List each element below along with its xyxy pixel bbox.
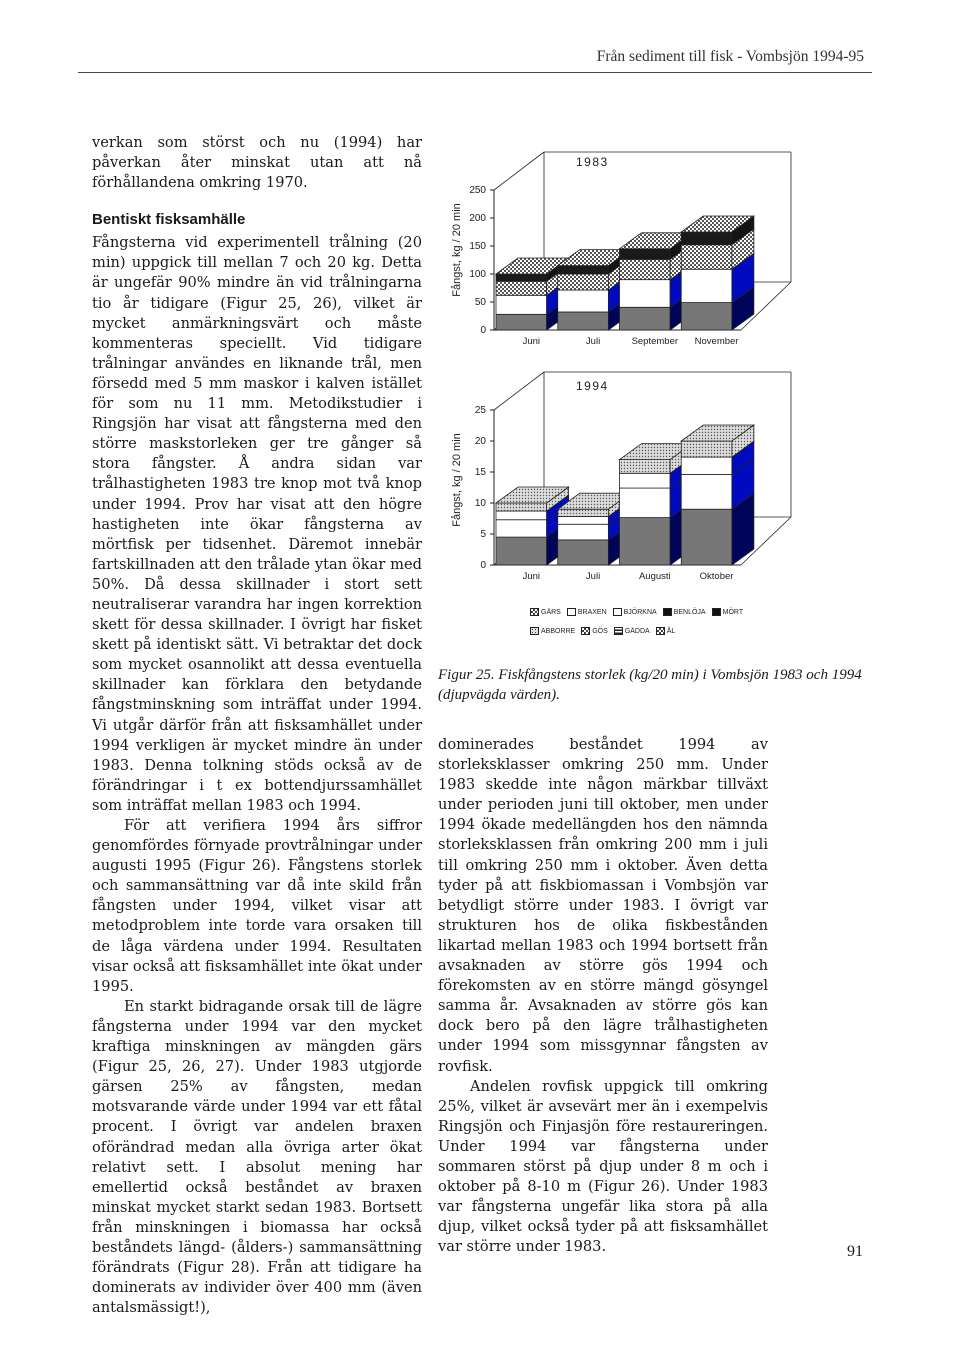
bar-segment [620,518,671,565]
bar-segment [496,295,547,314]
bar-segment [558,524,609,540]
legend-label: GÖS [592,627,608,635]
legend-item [712,608,743,616]
bar-segment [681,474,732,509]
bar-segment [558,516,609,524]
bar-segment [620,460,671,474]
x-tick-label: Augusti [638,571,671,582]
x-tick-label: Juni [522,336,541,347]
bar-segment [681,232,732,245]
legend-item [567,608,607,616]
bar-segment [496,281,547,295]
legend-label: ABBORRE [541,627,576,635]
legend-swatch [656,627,665,635]
bar-segment [620,249,671,260]
legend-label: BRAXEN [577,608,607,616]
legend-label: BENLÖJA [673,608,706,616]
page-number: 91 [847,1243,863,1260]
bar-segment [496,520,547,537]
bar-segment [620,307,671,330]
bar-segment [558,312,609,330]
y-tick-label: 250 [469,185,486,196]
chart-title: 1994 [576,379,609,393]
bar-segment [558,290,609,312]
x-tick-label: November [694,336,739,347]
y-tick-label: 15 [474,467,486,478]
top-depth-edge [494,152,544,190]
legend-swatch [663,608,672,616]
y-tick-label: 10 [474,498,486,509]
legend-item [530,627,575,635]
y-tick-label: 5 [480,529,486,540]
running-title: Från sediment till fisk - Vombsjön 1994-95 [596,48,864,65]
left-column [92,133,422,1318]
legend-item [663,608,706,616]
header-rule [78,72,872,73]
stacked-bar-charts [446,140,808,605]
body-paragraph-3: En starkt bidragande orsak till de lägre fångsterna under 1994 var den mycket kraftiga minskningen av mängden gärs (Figur 25, 26, 27). Under 1983 utgjorde gärsen 25% av fångsten, medan motsvarande värde under 1994 var ett fåtal procent. I övrigt var andelen braxen oförändrad medan alla övriga arter ökat relativt sett. I absolut mening har emellertid också beståndet av braxen minskat mycket starkt sedan 1983. Bortsett från minskningen i biomassa har också beståndets längd- (ålders-) sammansättning förändrats (Figur 28). Från att tidigare ha dominerats av individer över 400 mm (även antalsmässigt!), [92,997,422,1317]
bar-segment [681,441,732,457]
bar-segment [558,266,609,274]
bar-segment [681,509,732,565]
bar-segment [496,503,547,511]
legend-row-1 [530,608,820,616]
y-axis-label: Fångst, kg / 20 min [451,203,463,297]
x-tick-label: Juli [585,336,601,347]
legend-item [613,608,657,616]
legend-item [656,627,676,635]
right-paragraph-1: dominerades beståndet 1994 av storleksklasser omkring 250 mm. Under 1983 skedde inte någon märkbar tillväxt under perioden juni till oktober, men under 1994 ökade medellängden hos den nämnda storleksklassen från omkring 200 mm i juli till omkring 250 mm i oktober. Även detta tyder på att fiskbiomassan i Vombsjön var betydligt större under 1983. I övrigt var strukturen hos de olika fiskbestånden likartad mellan 1983 och 1994 bortsett från avsaknaden av större gös 1994 och förekomsten av en större mängd gösyngel samma år. Avsaknaden av större gös kan dock bero på den lägre trålhastigheten under 1994 som missgynnar fångsten av rovfisk. [438,736,768,1075]
x-tick-label: Juli [585,571,601,582]
y-axis-label: Fångst, kg / 20 min [451,433,463,527]
bar-segment [681,245,732,270]
x-tick-label: Juni [522,571,541,582]
y-tick-label: 25 [474,405,486,416]
legend-item [530,608,561,616]
bar-segment [558,274,609,290]
legend-swatch [581,627,590,635]
legend-item [614,627,650,635]
y-tick-label: 150 [469,241,486,252]
bar-segment [620,259,671,279]
bar-segment [620,488,671,518]
bar-segment [496,274,547,281]
legend-swatch [712,608,721,616]
y-tick-label: 0 [480,325,486,336]
y-tick-label: 0 [480,560,486,571]
figure-25 [446,140,808,660]
bar-segment [620,473,671,488]
x-tick-label: September [631,336,679,347]
bar-segment [496,314,547,330]
x-tick-label: Oktober [699,571,734,582]
intro-paragraph: verkan som störst och nu (1994) har påverkan åter minskat utan att nå förhållandena omkring 1970. [92,134,422,192]
legend-swatch [614,627,623,635]
bar-segment [681,269,732,302]
legend-swatch [613,608,622,616]
chart-legend [530,608,820,646]
bar-segment [496,511,547,520]
bar-segment [558,509,609,516]
bar-segment [681,303,732,330]
right-column [438,735,768,1257]
y-tick-label: 100 [469,269,486,280]
legend-label: MÖRT [722,608,744,616]
legend-label: BJÖRKNA [623,608,657,616]
y-tick-label: 50 [474,297,486,308]
legend-swatch [567,608,576,616]
bar-segment [620,280,671,308]
bar-segment [681,457,732,474]
legend-label: GÄRS [541,608,561,616]
bar-segment [558,540,609,565]
body-paragraph-1: Fångsterna vid experimentell trålning (20 min) uppgick till mellan 7 och 20 kg. Detta är ungefär 90% mindre än vid trålningarna tio år tidigare (Figur 25, 26), vilket är mycket anmärkningsvärt och måste kommenteras speciellt. Vid tidigare trålningar användes en liknande trål, men försedd med 5 mm maskor i kalven istället för som nu 11 mm. Metodikstudier i Ringsjön har visat att fångsterna med den större maskstorleken ger tre gånger så stora fångster. Å andra sidan var trålhastigheten 1983 tre knop mot två knop under 1994. Prov har visat att den högre hastigheten inte ökar fångsterna av mörtfisk per tidsenhet. Däremot innebär fartskillnaden att den trålade ytan ökar med 50%. Då dessa skillnader i stort sett neutraliserar varandra har ingen korrektion skett för dessa skillnader. I övrigt har fisket skett på identiskt sätt. Vi betraktar det dock som mycket osannolikt att dessa eventuella skillnader kan förklara den betydande fångstminskning som inträffat under 1994. Vi utgår därför från att fisksamhället under 1994 verkligen är mycket mindre än under 1983. Denna tolkning stöds också av de förändringar i t ex bottendjurssamhället som inträffat mellan 1983 och 1994. [92,234,422,814]
legend-label: ÅL [666,627,676,635]
legend-item [581,627,608,635]
legend-swatch [530,608,539,616]
right-paragraph-2: Andelen rovfisk uppgick till omkring 25%, vilket är avsevärt mer än i exempelvis Ringsjön och Finjasjön före restaureringen. Under 1994 var fångsterna under sommaren störst på djup under 8 m och i oktober på 8-10 m (Figur 26). Under 1983 var fångsterna ungefär lika stora på alla djup, vilket också tyder på att fisksamhället var större under 1983. [438,1077,768,1256]
chart-title: 1983 [576,155,609,169]
section-heading: Bentiskt fisksamhälle [92,211,246,229]
page-header [0,0,960,80]
y-tick-label: 20 [474,436,486,447]
top-depth-edge [494,372,544,410]
bar-segment [496,537,547,565]
legend-swatch [530,627,539,635]
body-paragraph-2: För att verifiera 1994 års siffror genomfördes förnyade provtrålningar under augusti 1995 (Figur 26). Fångstens storlek och sammansättning var då inte skild från fångsten under 1994, vilket visar att metodproblem inte torde vara orsaken till de låga värdena under 1994. Resultaten visar också att fisksamhället inte ökat under 1995. [92,817,422,995]
y-tick-label: 200 [469,213,486,224]
figure-caption: Figur 25. Fiskfångstens storlek (kg/20 min) i Vombsjön 1983 och 1994 (djupvägda värden). [438,667,862,703]
legend-label: GÄDDA [624,627,650,635]
legend-row-2 [530,627,820,635]
